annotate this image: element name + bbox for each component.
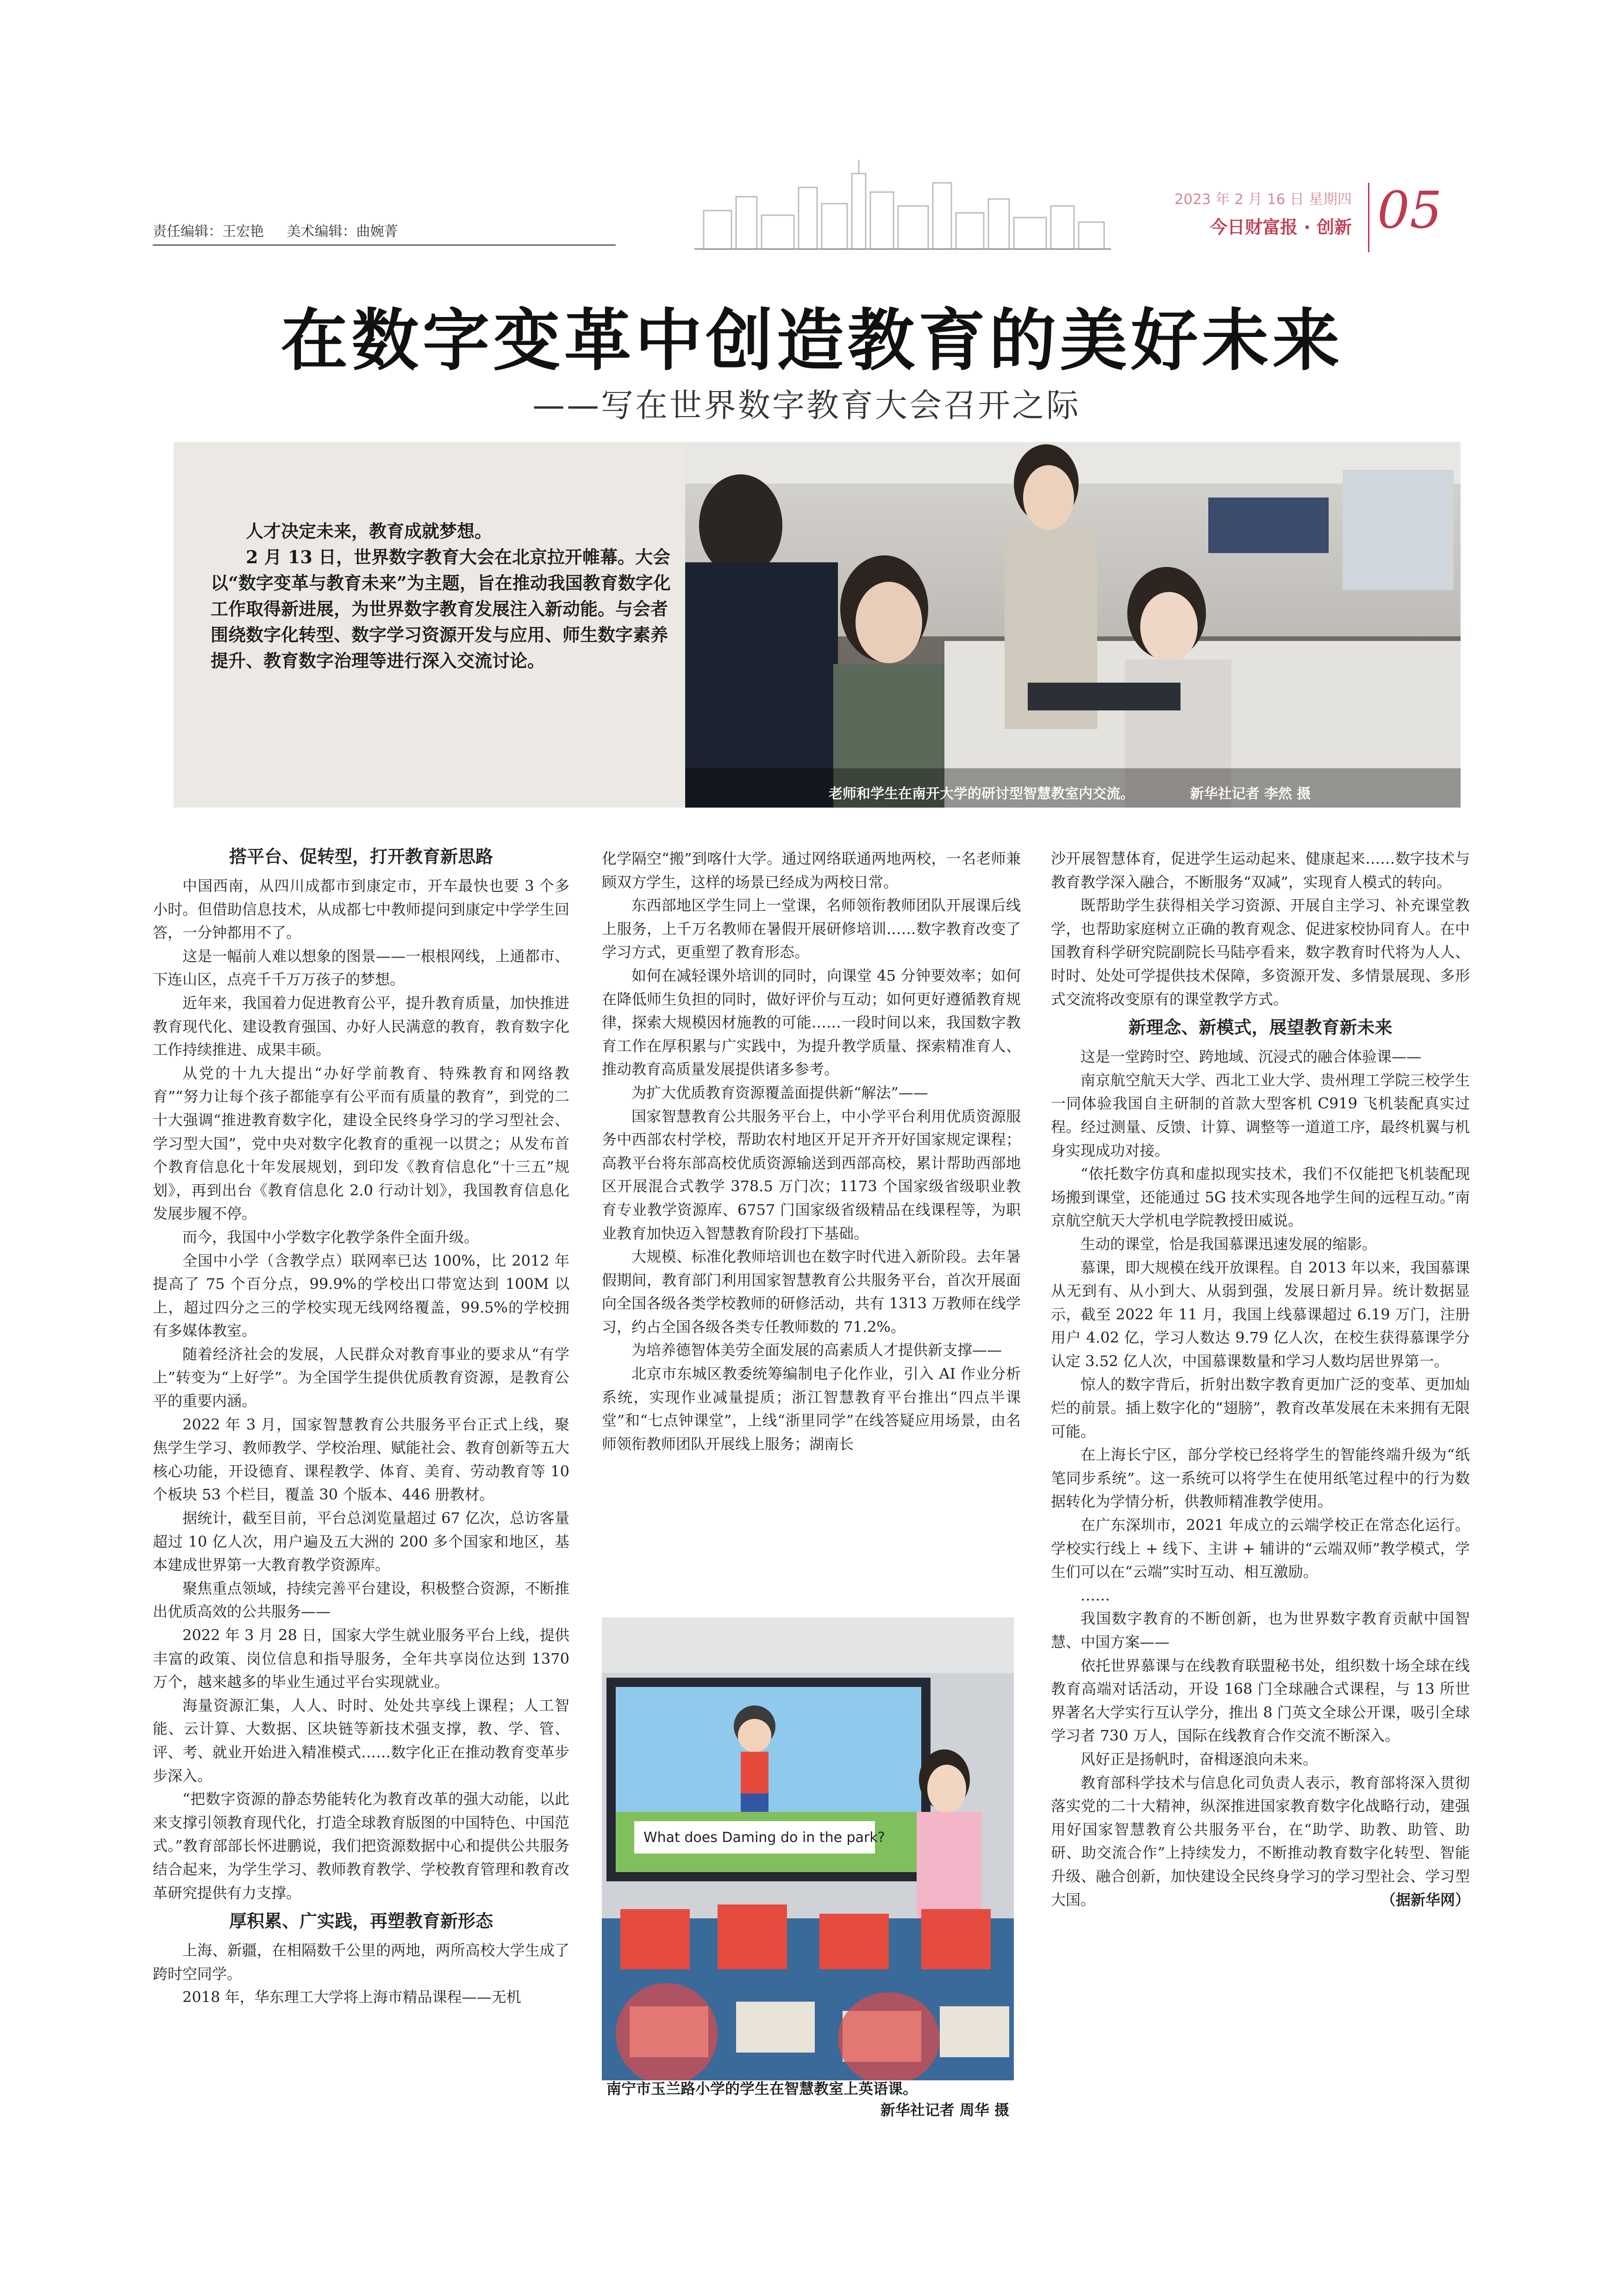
subheadline: ——写在世界数字教育大会召开之际 <box>532 386 1081 424</box>
body-paragraph: 惊人的数字背后，折射出数字教育更加广泛的变革、更加灿烂的前景。插上数字化的“翅膀”，教育改革发展在未来拥有无限可能。 <box>1051 1375 1470 1440</box>
body-paragraph <box>1051 1771 1470 1912</box>
body-paragraph: 从党的十九大提出“办好学前教育、特殊教育和网络教育”“努力让每个孩子都能享有公平而有质量的教育”，到党的二十大强调“推进教育数字化，建设全民终身学习的学习型社会、学习型大国”，党中央对数字化教育的重视一以贯之；从发布首个教育信息化十年发展规划，到印发《教育信息化“十三五”规划》，再到出台《教育信息化 2.0 行动计划》，我国教育信息化发展步履不停。 <box>153 1064 569 1223</box>
body-paragraph: 2022 年 3 月，国家智慧教育公共服务平台正式上线，聚焦学生学习、教师教学、学校治理、赋能社会、教育创新等五大核心功能，开设德育、课程教学、体育、美育、劳动教育等 10 个板块 53 个栏目，覆盖 30 个版本、446 册教材。 <box>153 1415 569 1504</box>
body-paragraph: 沙开展智慧体育，促进学生运动起来、健康起来……数字技术与教育教学深入融合，不断服务“双减”，实现育人模式的转向。 <box>1051 850 1470 891</box>
article-column-3 <box>1051 847 1470 1911</box>
lead-paragraph: 人才决定未来，教育成就梦想。 <box>246 521 493 541</box>
photo-main-caption <box>829 782 1449 803</box>
art-editor-name: 美术编辑：曲婉菁 <box>287 224 398 240</box>
body-paragraph: 这是一堂跨时空、跨地域、沉浸式的融合体验课—— <box>1081 1048 1422 1066</box>
headline: 在数字变革中创造教育的美好未来 <box>281 301 1343 380</box>
body-paragraph: 据统计，截至目前，平台总浏览量超过 67 亿次，总访客量超过 10 亿人次，用户遍及五大洲的 200 多个国家和地区，基本建成世界第一大教育教学资源库。 <box>153 1509 569 1574</box>
body-paragraph: 东西部地区学生同上一堂课，名师领衔教师团队开展课后线上服务，上千万名教师在暑假开展研修培训……数字教育改变了学习方式，更重塑了教育形态。 <box>602 896 1021 961</box>
body-paragraph: 南京航空航天大学、西北工业大学、贵州理工学院三校学生一同体验我国自主研制的首款大型客机 C919 飞机装配真实过程。经过测量、反馈、计算、调整等一道道工序，最终机翼与机身实现成功对接。 <box>1051 1071 1470 1159</box>
body-paragraph: 而今，我国中小学数字化教学条件全面升级。 <box>182 1228 479 1246</box>
skyline-graphic <box>694 160 1111 250</box>
body-paragraph: 为培养德智体美劳全面发展的高素质人才提供新支撑—— <box>631 1341 1002 1359</box>
page-number: 05 <box>1377 180 1442 240</box>
lead-paragraph: 2 月 13 日，世界数字教育大会在北京拉开帷幕。大会以“数字变革与教育未来”为主题，旨在推动我国教育数字化工作取得新进展，为世界数字教育发展注入新动能。与会者围绕数字化转型、数字学习资源开发与应用、师生数字素养提升、教育数字治理等进行深入交流讨论。 <box>211 547 671 671</box>
body-paragraph: 化学隔空“搬”到喀什大学。通过网络联通两地两校，一名老师兼顾双方学生，这样的场景已经成为两校日常。 <box>602 850 1021 891</box>
body-paragraph: “依托数字仿真和虚拟现实技术，我们不仅能把飞机装配现场搬到课堂，还能通过 5G 技术实现各地学生间的远程互动。”南京航空航天大学机电学院教授田威说。 <box>1051 1165 1470 1230</box>
lead-text <box>211 518 674 674</box>
body-paragraph: 生动的课堂，恰是我国慕课迅速发展的缩影。 <box>1081 1235 1377 1253</box>
photo-main-caption-text: 老师和学生在南开大学的研讨型智慧教室内交流。 <box>829 786 1134 802</box>
body-paragraph: 2022 年 3 月 28 日，国家大学生就业服务平台上线，提供丰富的政策、岗位信息和指导服务，全年共享岗位达到 1370 万个，越来越多的毕业生通过平台实现就业。 <box>153 1626 569 1691</box>
photo2-credit: 新华社记者 周华 摄 <box>880 2101 1009 2119</box>
paper-section: 今日财富报 · 创新 <box>1210 217 1352 237</box>
editor-name: 责任编辑：王宏艳 <box>153 224 264 240</box>
body-paragraph: 我国数字教育的不断创新，也为世界数字教育贡献中国智慧、中国方案—— <box>1051 1610 1470 1651</box>
body-paragraph: 国家智慧教育公共服务平台上，中小学平台利用优质资源服务中西部农村学校，帮助农村地区开足开齐开好国家规定课程；高教平台将东部高校优质资源输送到西部高校，累计帮助西部地区开展混合式教学 378.5 万门次；1173 个国家级省级职业教育专业教学资源库、6757 门国家级省级精品在线课程等，为职业教育加快迈入智慧教育阶段打下基础。 <box>602 1107 1021 1242</box>
header-divider <box>1368 183 1369 252</box>
body-paragraph: 聚焦重点领域，持续完善平台建设，积极整合资源，不断推出优质高效的公共服务—— <box>153 1579 569 1621</box>
body-paragraph: “把数字资源的静态势能转化为教育改革的强大动能，以此来支撑引领教育现代化，打造全球教育版图的中国特色、中国范式。”教育部部长怀进鹏说，我们把资源数据中心和提供公共服务结合起来，为学生学习、教师教育教学、学校教育管理和教育改革研究提供有力支撑。 <box>153 1790 569 1902</box>
section-heading: 厚积累、广实践，再塑教育新形态 <box>229 1911 493 1932</box>
english-class-photo <box>602 1618 1014 2080</box>
section-heading: 新理念、新模式，展望教育新未来 <box>1128 1017 1393 1038</box>
body-paragraph: 在广东深圳市，2021 年成立的云端学校正在常态化运行。学校实行线上 + 线下、主讲 + 辅讲的“云端双师”教学模式，学生们可以在“云端”实时互动、相互激励。 <box>1051 1516 1470 1581</box>
body-paragraph: 全国中小学（含教学点）联网率已达 100%，比 2012 年提高了 75 个百分点，99.9%的学校出口带宽达到 100M 以上，超过四分之三的学校实现无线网络覆盖，99.5%的学校拥有多媒体教室。 <box>153 1251 569 1340</box>
body-paragraph: 近年来，我国着力促进教育公平，提升教育质量，加快推进教育现代化、建设教育强国、办好人民满意的教育，教育数字化工作持续推进、成果丰硕。 <box>153 994 569 1059</box>
body-paragraph: …… <box>1081 1586 1110 1604</box>
editor-credits <box>153 220 417 240</box>
body-paragraph: 如何在减轻课外培训的同时，向课堂 45 分钟要效率；如何在降低师生负担的同时，做好评价与互动；如何更好遵循教育规律，探索大规模因材施教的可能……一段时间以来，我国数字教育工作在厚积累与广实践中，为提升教学质量、探索精准育人、推动教育高质量发展提供诸多参考。 <box>602 966 1021 1078</box>
body-paragraph: 慕课，即大规模在线开放课程。自 2013 年以来，我国慕课从无到有、从小到大、从弱到强，发展日新月异。统计数据显示，截至 2022 年 11 月，我国上线慕课超过 6.19 万门，注册用户 4.02 亿，学习人数达 9.79 亿人次，在校生获得慕课学分认定 3.52 亿人次，中国慕课数量和学习人数均居世界第一。 <box>1051 1258 1470 1370</box>
body-paragraph: 既帮助学生获得相关学习资源、开展自主学习、补充课堂教学，也帮助家庭树立正确的教育观念、促进家校协同育人。在中国教育科学研究院副院长马陆亭看来，数字教育时代将为人人、时时、处处可学提供技术保障，多资源开发、多情景展现、多形式交流将改变原有的课堂教学方式。 <box>1051 896 1470 1008</box>
body-paragraph: 这是一幅前人难以想象的图景——一根根网线，上通都市、下连山区，点亮千千万万孩子的梦想。 <box>153 947 569 989</box>
body-paragraph-text: 教育部科学技术与信息化司负责人表示，教育部将深入贯彻落实党的二十大精神，纵深推进国家教育数字化战略行动，建强用好国家智慧教育公共服务平台，在“助学、助教、助管、助研、助交流合作”上持续发力，不断推动教育数字化转型、智能升级、融合创新，加快建设全民终身学习的学习型社会、学习型大国。 <box>1051 1773 1470 1909</box>
photo2-caption-text: 南宁市玉兰路小学的学生在智慧教室上英语课。 <box>606 2080 918 2097</box>
photo-main-credit: 新华社记者 李然 摄 <box>1190 786 1311 802</box>
body-paragraph: 在上海长宁区，部分学校已经将学生的智能终端升级为“纸笔同步系统”。这一系统可以将学生在使用纸笔过程中的行为数据转化为学情分析，供教师精准教学使用。 <box>1051 1446 1470 1511</box>
body-paragraph: 风好正是扬帆时，奋楫逐浪向未来。 <box>1081 1750 1318 1768</box>
classroom-photo <box>685 442 1461 808</box>
screen-question: What does Daming do in the park? <box>643 1829 885 1846</box>
body-paragraph: 北京市东城区教委统筹编制电子化作业，引入 AI 作业分析系统，实现作业减量提质；浙江智慧教育平台推出“四点半课堂”和“七点钟课堂”，上线“浙里同学”在线答疑应用场景，由名师领衔教师团队开展线上服务；湖南长 <box>602 1365 1021 1453</box>
body-paragraph: 依托世界慕课与在线教育联盟秘书处，组织数十场全球在线教育高端对话活动，开设 168 门全球融合式课程，与 13 所世界著名大学实行互认学分，推出 8 门英文全球公开课，吸引全球学习者 730 万人，国际在线教育合作交流不断深入。 <box>1051 1656 1470 1745</box>
article-column-2 <box>602 847 1021 1456</box>
body-paragraph: 中国西南，从四川成都市到康定市，开车最快也要 3 个多小时。但借助信息技术，从成都七中教师提问到康定中学学生回答，一分钟都用不了。 <box>153 877 569 942</box>
body-paragraph: 上海、新疆，在相隔数千公里的两地，两所高校大学生成了跨时空同学。 <box>153 1941 569 1983</box>
photo2-caption <box>606 2078 1009 2121</box>
body-paragraph: 海量资源汇集，人人、时时、处处共享线上课程；人工智能、云计算、大数据、区块链等新技术强支撑，教、学、管、评、考、就业开始进入精准模式……数字化正在推动教育变革步步深入。 <box>153 1696 569 1785</box>
body-paragraph: 为扩大优质教育资源覆盖面提供新“解法”—— <box>631 1083 928 1101</box>
header-rule <box>153 244 616 246</box>
body-paragraph: 2018 年，华东理工大学将上海市精品课程——无机 <box>182 1988 521 2006</box>
section-heading: 搭平台、促转型，打开教育新思路 <box>229 846 493 867</box>
body-paragraph: 随着经济社会的发展，人民群众对教育事业的要求从“有学上”转变为“上好学”。为全国学生提供优质教育资源，是教育公平的重要内涵。 <box>153 1345 569 1410</box>
body-paragraph: 大规模、标准化教师培训也在数字时代进入新阶段。去年暑假期间，教育部门利用国家智慧教育公共服务平台，首次开展面向全国各级各类学校教师的研修活动，共有 1313 万教师在线学习，约占全国各级各类专任教师数的 71.2%。 <box>602 1248 1021 1336</box>
article-column-1 <box>153 840 569 2009</box>
issue-date: 2023 年 2 月 16 日 星期四 <box>1174 191 1352 208</box>
source-signoff: （据新华网） <box>1380 1891 1470 1909</box>
